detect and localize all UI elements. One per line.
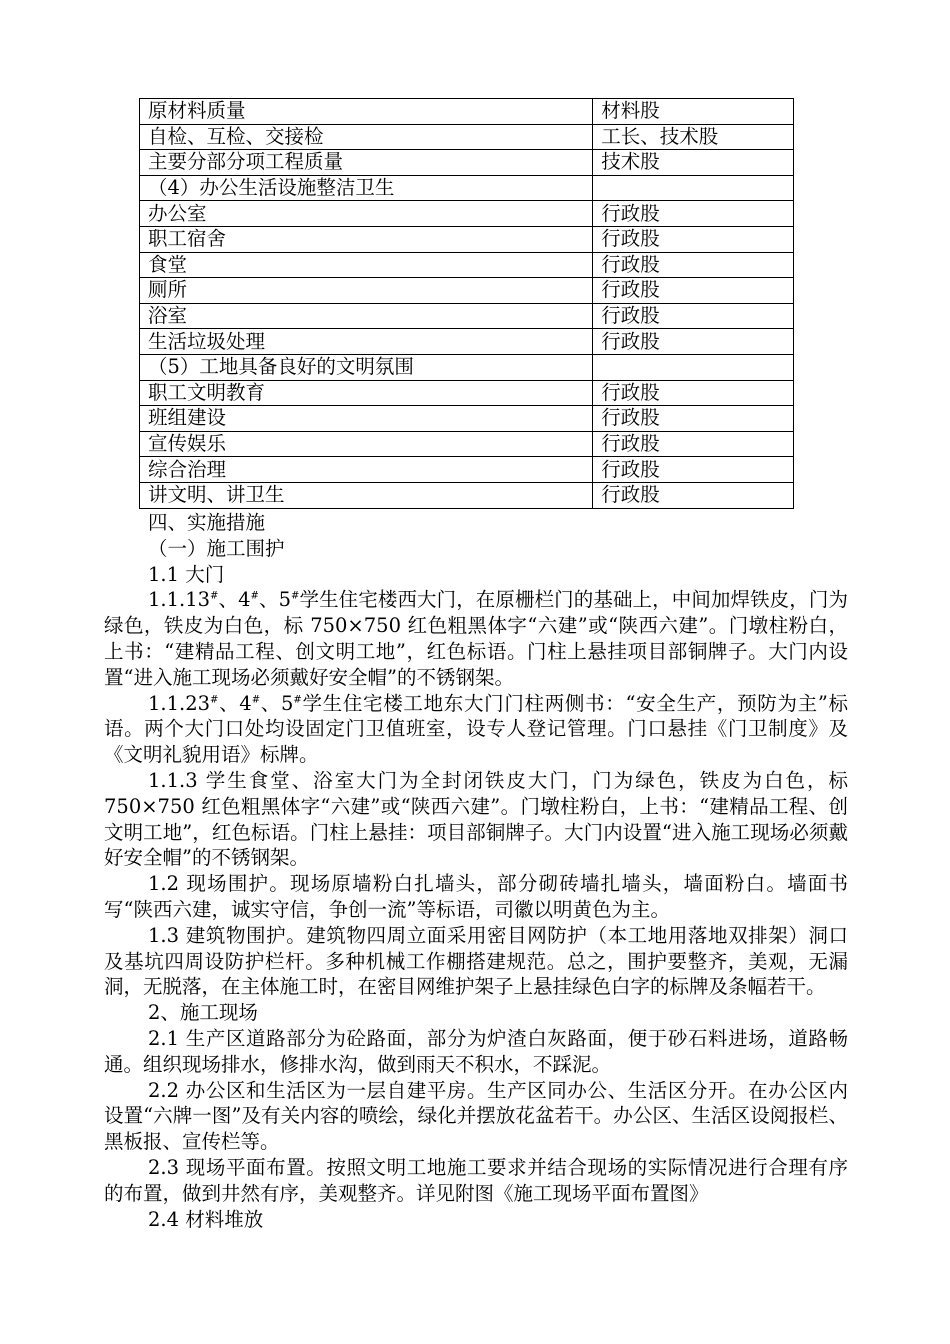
table-row: [140, 150, 794, 176]
text-run: 、5: [258, 588, 291, 612]
body-text: [104, 510, 848, 1232]
paragraph-2-1: 2.1 生产区道路部分为砼路面，部分为炉渣白灰路面，便于砂石料进场，道路畅通。组织现场排水，修排水沟，做到雨天不积水，不踩泥。: [104, 1026, 848, 1076]
table-cell-item: 职工宿舍: [140, 226, 593, 252]
table-cell-dept: 行政股: [593, 406, 794, 432]
table-cell-dept: 工长、技术股: [593, 124, 794, 150]
table-cell-dept: 材料股: [593, 99, 794, 125]
superscript-mark: #: [210, 694, 219, 706]
table-cell-dept: 行政股: [593, 482, 794, 508]
table-cell-dept: 行政股: [593, 201, 794, 227]
table-cell-item: 食堂: [140, 252, 593, 278]
table-cell-item: 讲文明、讲卫生: [140, 482, 593, 508]
table-cell-item: 生活垃圾处理: [140, 329, 593, 355]
table-row: [140, 201, 794, 227]
text-run: 、4: [218, 588, 251, 612]
table-cell-item: 宣传娱乐: [140, 431, 593, 457]
table-cell-dept: 行政股: [593, 278, 794, 304]
table-cell-item: 自检、互检、交接检: [140, 124, 593, 150]
paragraph-2-3: 2.3 现场平面布置。按照文明工地施工要求并结合现场的实际情况进行合理有序的布置，做到井然有序，美观整齐。详见附图《施工现场平面布置图》: [104, 1155, 848, 1205]
clause-heading-2-4: 2.4 材料堆放: [148, 1207, 264, 1231]
superscript-mark: #: [251, 694, 261, 706]
table-cell-item: 班组建设: [140, 406, 593, 432]
paragraph-2-2: 2.2 办公区和生活区为一层自建平房。生产区同办公、生活区分开。在办公区内设置“六牌一图”及有关内容的喷绘，绿化并摆放花盆若干。办公区、生活区设阅报栏、黑板报、宣传栏等。: [104, 1078, 848, 1154]
table-row: [140, 329, 794, 355]
table-cell-item: （4）办公生活设施整洁卫生: [140, 175, 593, 201]
text-run: 1.1.13: [148, 588, 211, 612]
table-cell-dept: 行政股: [593, 457, 794, 483]
table-cell-item: 厕所: [140, 278, 593, 304]
text-run: 1.1.23: [148, 691, 211, 715]
text-run: 、5: [260, 691, 294, 715]
table-row: [140, 175, 794, 201]
table-row: [140, 482, 794, 508]
table-cell-dept: 行政股: [593, 252, 794, 278]
section-heading: 四、实施措施: [148, 511, 266, 534]
table-row: [140, 99, 794, 125]
table-cell-item: （5）工地具备良好的文明氛围: [140, 354, 593, 380]
text-run: 、4: [218, 691, 252, 715]
table-row: [140, 252, 794, 278]
paragraph-1-1-2: [104, 691, 848, 768]
section-heading-2: 2、施工现场: [148, 1001, 258, 1025]
table-cell-dept: [593, 175, 794, 201]
table-row: [140, 406, 794, 432]
table-cell-dept: 行政股: [593, 380, 794, 406]
superscript-mark: #: [293, 694, 302, 706]
table-cell-dept: 行政股: [593, 329, 794, 355]
superscript-mark: #: [250, 590, 259, 602]
table-cell-dept: 行政股: [593, 303, 794, 329]
table-cell-item: 职工文明教育: [140, 380, 593, 406]
table-cell-dept: 行政股: [593, 226, 794, 252]
table-cell-item: 原材料质量: [140, 99, 593, 125]
paragraph-1-1-3: 1.1.3 学生食堂、浴室大门为全封闭铁皮大门，门为绿色，铁皮为白色，标 750×750 红色粗黑体字“六建”或“陕西六建”。门墩柱粉白，上书：“建精品工程、创文明工地”，红色标语。门柱上悬挂：项目部铜牌子。大门内设置“进入施工现场必须戴好安全帽”的不锈钢架。: [104, 768, 848, 870]
table-cell-dept: [593, 354, 794, 380]
responsibility-table: [139, 98, 794, 509]
table-row: [140, 457, 794, 483]
table-cell-item: 综合治理: [140, 457, 593, 483]
table-cell-item: 办公室: [140, 201, 593, 227]
table-row: [140, 354, 794, 380]
text-run: 学生住宅楼工地东大门门柱两侧书：“安全生产，预防为主”标语。两个大门口处均设固定门卫值班室，设专人登记管理。门口悬挂《门卫制度》及《文明礼貌用语》标牌。: [104, 691, 848, 767]
table-row: [140, 380, 794, 406]
superscript-mark: #: [291, 590, 300, 602]
text-run: 学生住宅楼西大门，在原栅栏门的基础上，中间加焊铁皮，门为绿色，铁皮为白色，标 750×750 红色粗黑体字“六建”或“陕西六建”。门墩柱粉白，上书：“建精品工程、创文明工地”，红色标语。门柱上悬挂项目部铜牌子。大门内设置“进入施工现场必须戴好安全帽”的不锈钢架。: [104, 588, 848, 689]
table-cell-dept: 行政股: [593, 431, 794, 457]
paragraph-1-2: 1.2 现场围护。现场原墙粉白扎墙头，部分砌砖墙扎墙头，墙面粉白。墙面书写“陕西六建，诚实守信，争创一流”等标语，司徽以明黄色为主。: [104, 872, 848, 921]
table-cell-item: 主要分部分项工程质量: [140, 150, 593, 176]
superscript-mark: #: [210, 590, 219, 602]
table-row: [140, 303, 794, 329]
table-row: [140, 278, 794, 304]
paragraph-1-3: 1.3 建筑物围护。建筑物四周立面采用密目网防护（本工地用落地双排架）洞口及基坑四周设防护栏杆。多种机械工作棚搭建规范。总之，围护要整齐，美观，无漏洞，无脱落，在主体施工时，在密目网维护架子上悬挂绿色白字的标牌及条幅若干。: [104, 923, 848, 999]
clause-heading: 1.1 大门: [148, 562, 225, 586]
table-row: [140, 431, 794, 457]
table-cell-item: 浴室: [140, 303, 593, 329]
table-row: [140, 124, 794, 150]
table-cell-dept: 技术股: [593, 150, 794, 176]
table-row: [140, 226, 794, 252]
subsection-heading: （一）施工围护: [148, 536, 285, 560]
paragraph-1-1-1: [104, 587, 848, 690]
